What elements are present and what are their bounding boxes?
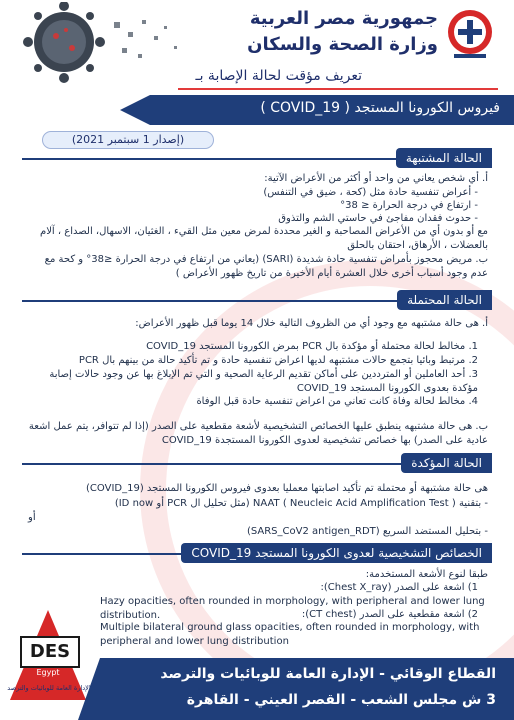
definition-title: تعريف مؤقت لحالة الإصابة بـ xyxy=(195,68,362,84)
confirmed-line-1: هى حالة مشتبهة أو محتملة تم تأكيد اصابتها معمليا بعدوى فيروس الكورونا المستجد (COVID_19) xyxy=(86,483,488,494)
probable-b: ب. هى حالة مشتبهه ينطبق عليها الخصائص التشخيصية لأشعة مقطعية على الصدر (إذا لم تتوافر، يتم عمل اشعة عادية على الصدر) بها خصائص تشخيصية لعدوى الكورونا المستجدة COVID_19 xyxy=(28,421,488,446)
suspected-a4: مع أو بدون أي من الأعراض المصاحبة و الغير محددة لمرض معين مثل القيء ، الغثيان، الاسهال، الصداع ، آلام بالعضلات ، الأرهاق، احتقان بالحلق xyxy=(40,226,488,251)
suspected-a1: - أعراض تنفسية حادة مثل (كحة ، ضيق في التنفس) xyxy=(263,187,478,198)
suspected-b: ب. مريض محجوز بأمراض تنفسية حادة شديدة (SARI) (يعاني من ارتفاع في درجة الحرارة ≤38° و كحة مع عدم وجود أسباب أخرى خلال العشرة أيام الأخيرة من تاريخ ظهور الأعراض ) xyxy=(44,254,488,279)
diagnostic-item-2-en: Multiple bilateral ground glass opacities, often rounded in morphology, with peripheral and lower lung distribution xyxy=(100,622,480,647)
footer-address: 3 ش مجلس الشعب - القصر العيني - القاهرة xyxy=(186,692,496,708)
diagnostic-item-1-en: Hazy opacities, often rounded in morphology, with peripheral and lower lung distribution. xyxy=(100,596,485,621)
suspected-a2: - ارتفاع في درجة الحرارة ≤ 38° xyxy=(340,200,478,211)
confirmed-line-3: - بتحليل المستضد السريع (SARS_CoV2 antigen_RDT) xyxy=(246,526,488,537)
probable-item-4: 4. مخالط لحالة وفاة كانت تعاني من اعراض تنفسية حادة قبل الوفاة xyxy=(196,396,478,407)
diagnostic-intro: طبقا لنوع الأشعة المستخدمة: xyxy=(365,569,488,580)
section-heading-suspected: الحالة المشتبهة xyxy=(396,148,492,168)
section-heading-diagnostic: الخصائص التشخيصية لعدوى الكورونا المستجد COVID_19 xyxy=(181,543,492,563)
edition-badge: (إصدار 1 سبتمبر 2021) xyxy=(42,131,214,149)
section-heading-probable: الحالة المحتملة xyxy=(397,290,492,310)
diagnostic-item-1: 1) اشعة على الصدر (Chest X_ray): xyxy=(320,582,478,593)
ministry-title: وزارة الصحة والسكان xyxy=(247,34,438,55)
probable-item-1: 1. مخالط لحالة محتملة أو مؤكدة بال PCR بمرض الكورونا المستجد COVID_19 xyxy=(146,341,478,352)
confirmed-line-2: - بتقنية NAAT ( Neucleic Acid Amplification Test ) (مثل تحليل ال PCR أو ID now) xyxy=(114,498,488,509)
des-logo-text: DES xyxy=(20,636,80,668)
divider xyxy=(178,88,498,90)
suspected-a3: - حدوث فقدان مفاجئ في حاستي الشم والتذوق xyxy=(278,213,478,224)
probable-item-2: 2. مرتبط وبائيا بتجمع حالات مشتبهه لديها اعراض تنفسية حادة و تم تأكيد حالة من بينهم بال PCR xyxy=(78,355,478,366)
confirmed-or: أو xyxy=(28,512,36,523)
footer-corner xyxy=(78,658,100,720)
banner-arrow xyxy=(120,95,150,125)
ministry-logo xyxy=(446,8,494,60)
suspected-a-intro: أ. أي شخص يعاني من واحد أو أكثر من الأعراض الآتية: xyxy=(264,173,488,184)
footer-sector: القطاع الوقائي - الإدارة العامة للوبائيات والترصد xyxy=(160,666,496,682)
section-heading-confirmed: الحالة المؤكدة xyxy=(401,453,492,473)
republic-title: جمهورية مصر العربية xyxy=(249,8,438,29)
probable-item-3: 3. أحد العاملين أو المترددين على أماكن تقديم الرعاية الصحية و التي تم الإبلاغ بها عن وجود حالات إصابة مؤكدة بعدوى الكورونا المستجد COVID_19 xyxy=(49,369,478,394)
des-logo-dept: الإدارة العامة للوبائيات والترصد xyxy=(7,684,91,692)
diagnostic-item-2: 2) اشعة مقطعية على الصدر (CT chest): xyxy=(301,609,478,620)
virus-graphic xyxy=(4,2,194,90)
des-logo-country: Egypt xyxy=(36,668,60,677)
banner-title: فيروس الكورونا المستجد ( COVID_19 ) xyxy=(260,100,500,116)
probable-a-intro: أ. هى حالة مشتبهه مع وجود أي من الظروف التالية خلال 14 يوما قبل ظهور الأعراض: xyxy=(135,318,488,329)
